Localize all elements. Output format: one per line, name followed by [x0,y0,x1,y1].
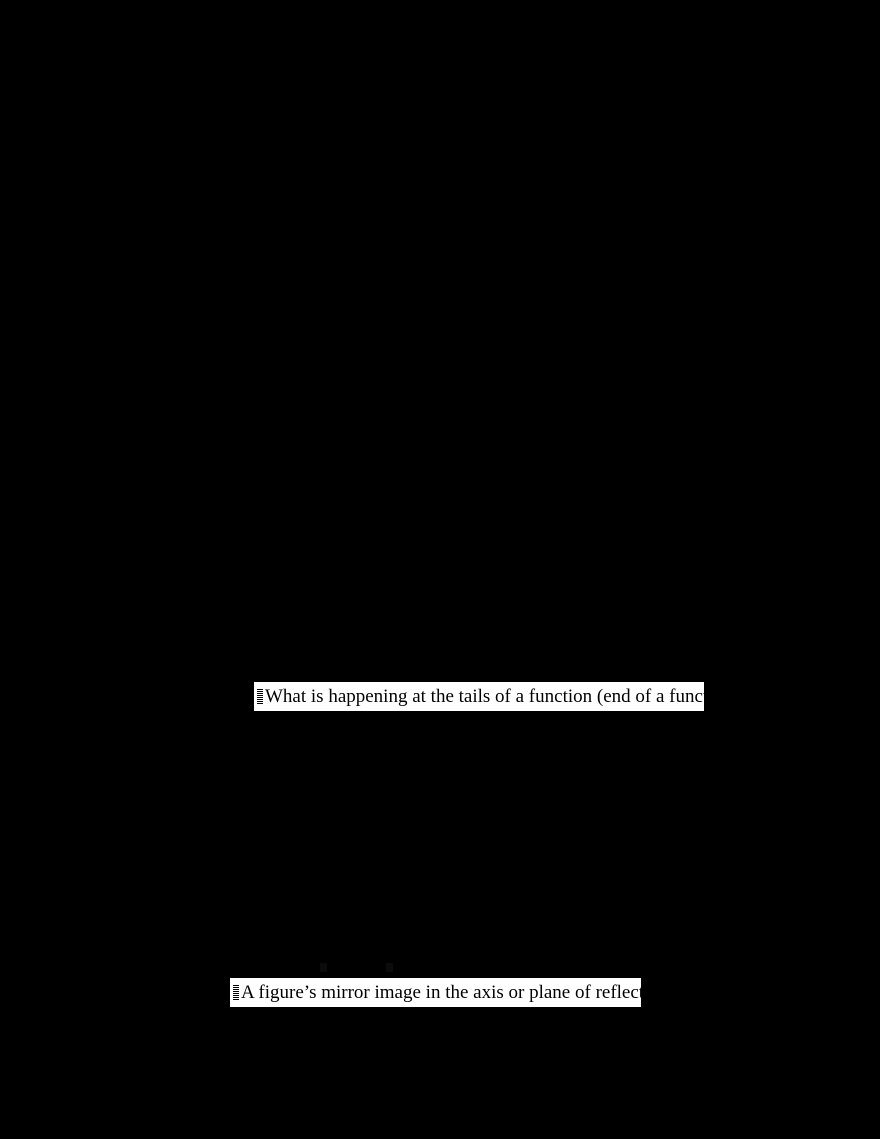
selection-handle-icon[interactable] [257,689,263,705]
highlighted-text-line[interactable] [230,978,674,1007]
highlighted-text: What is happening at the tails of a function (end of a function). [265,686,744,707]
highlighted-text-line[interactable] [254,682,744,711]
highlighted-text: A figure’s mirror image in the axis or plane of reflection. [241,982,674,1003]
selection-handle-icon[interactable] [233,985,239,1001]
faint-glyph-marks-bottom [310,962,400,972]
